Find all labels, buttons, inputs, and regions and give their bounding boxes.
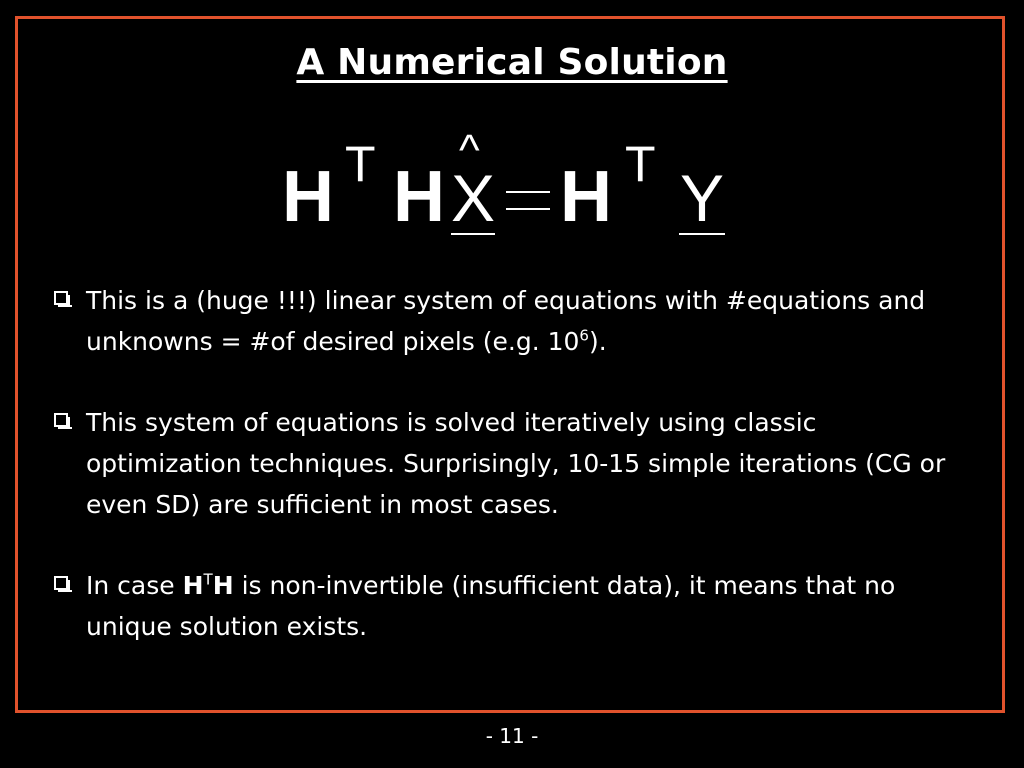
bullet-bold-H: H [182, 571, 204, 600]
bullet-text: This is a (huge !!!) linear system of equations with #equations and unknowns = #of desired pixels (e.g. 10 [86, 286, 926, 356]
bullet-text: This system of equations is solved iteratively using classic optimization techniques. Surprisingly, 10-15 simple iterations (CG or even SD) are sufficient in most cases. [86, 408, 946, 519]
page-number: - 11 - [485, 724, 539, 748]
equation-H3: H [560, 157, 612, 237]
slide-title: A Numerical Solution [296, 42, 728, 83]
equation-X: X [451, 161, 496, 235]
equals-sign-top [506, 191, 550, 193]
bullet-superscript: T [203, 570, 213, 589]
bullet-item [50, 402, 970, 525]
equation-hat: ^ [459, 126, 480, 175]
bullet-item [50, 565, 970, 647]
equals-sign-bottom [506, 208, 550, 210]
equation-T2: T [625, 136, 656, 192]
equation-H2: H [393, 157, 445, 237]
equation-X-underbar [451, 233, 495, 235]
equation [0, 126, 1024, 245]
checkbox-bullet-icon [54, 291, 68, 305]
bullet-text-end: ). [588, 327, 607, 356]
equation-Y-underbar [679, 233, 725, 235]
bullet-bold-H: H [212, 571, 234, 600]
bullet-text-end: is non-invertible (insufficient data), it means that no unique solution exists. [86, 571, 896, 641]
bullet-text: In case [86, 571, 183, 600]
checkbox-bullet-icon [54, 576, 68, 590]
bullet-superscript: 6 [579, 326, 589, 345]
equation-H1: H [282, 157, 334, 237]
equation-Y: Y [680, 161, 725, 235]
bullet-item [50, 280, 970, 362]
bullet-list [50, 280, 970, 687]
equation-T1: T [345, 136, 376, 192]
checkbox-bullet-icon [54, 413, 68, 427]
